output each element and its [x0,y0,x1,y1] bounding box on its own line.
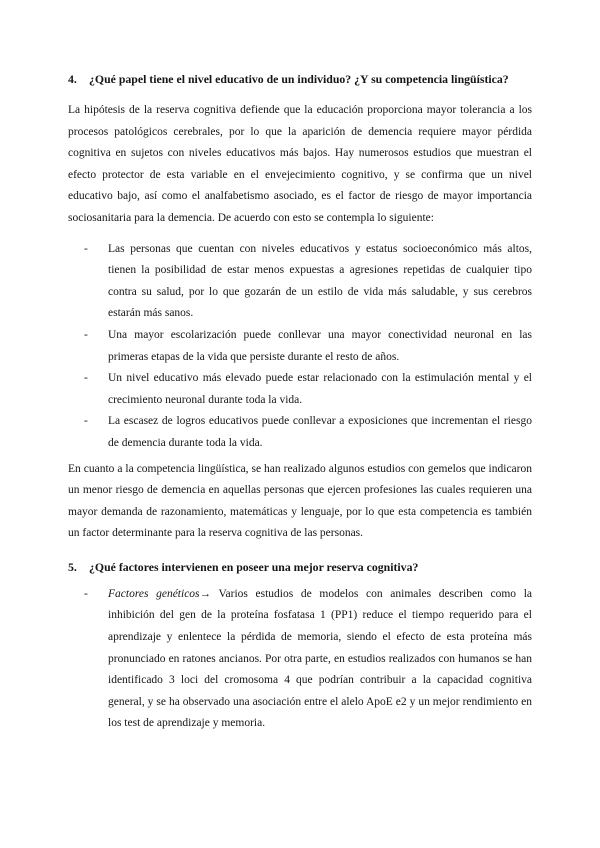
bullet-marker: - [84,415,88,428]
list-item [68,411,532,454]
section-5-number: 5. [68,559,77,574]
section-4-title: ¿Qué papel tiene el nivel educativo de un individuo? ¿Y su competencia lingüística? [89,72,509,86]
section-4-closing-paragraph: En cuanto a la competencia lingüística, se han realizado algunos estudios con gemelos que indicaron un menor riesgo de demencia en aquellas personas que ejercen profesiones las cuales requieren una mayor demanda de razonamiento, matemáticas y lenguaje, por lo que esta competencia es también un factor determinante para la reserva cognitiva de las personas. [68,462,532,540]
bullet-text: La escasez de logros educativos puede conllevar a exposiciones que incrementan el riesgo de demencia durante toda la vida. [108,415,532,449]
list-item [68,325,532,368]
bullet-text: Varios estudios de modelos con animales describen como la inhibición del gen de la proteína fosfatasa 1 (PP1) reduce el tiempo requerido para el aprendizaje y enlentece la pérdida de memoria, siendo el efecto de esta proteína más pronunciado en ratones ancianos. Por otra parte, en estudios realizados con humanos se han identificado 3 loci del cromosoma 4 que podrían contribuir a la capacidad cognitiva general, y se ha observado una asociación entre el alelo ApoE e2 y un mejor rendimiento en los test de aprendizaje y memoria. [108,587,533,730]
list-item [68,239,532,325]
section-4-bullet-list [68,239,532,455]
bullet-marker: - [84,328,88,341]
section-4-heading [68,66,532,92]
section-4-intro-paragraph: La hipótesis de la reserva cognitiva defiende que la educación proporciona mayor tolerancia a los procesos patológicos cerebrales, por lo que la aparición de demencia requiere mayor pérdida cognitiva en sujetos con niveles educativos más bajos. Hay numerosos estudios que muestran el efecto protector de esta variable en el envejecimiento cognitivo, y se confirma que un nivel educativo bajo, así como el analfabetismo asociado, es el factor de riesgo de mayor importancia sociosanitaria para la demencia. De acuerdo con esto se contempla lo siguiente: [68,104,532,224]
bullet-marker: - [84,587,88,600]
bullet-marker: - [84,372,88,385]
bullet-text: Un nivel educativo más elevado puede estar relacionado con la estimulación mental y el crecimiento neuronal durante toda la vida. [108,372,532,406]
section-5-title: ¿Qué factores intervienen en poseer una mejor reserva cognitiva? [89,559,419,574]
italic-lead: Factores genéticos [108,587,200,600]
bullet-marker: - [84,242,88,255]
list-item [68,368,532,411]
bullet-text-container [108,584,532,735]
arrow-glyph: → [199,587,212,600]
list-item-genetic-factors [68,584,532,735]
section-5-bullet-list [68,584,532,735]
bullet-text: Una mayor escolarización puede conllevar una mayor conectividad neuronal en las primeras etapas de la vida que persiste durante el resto de años. [108,328,532,363]
section-5-heading [68,554,532,580]
bullet-text: Las personas que cuentan con niveles educativos y estatus socioeconómico más altos, tienen la posibilidad de estar menos expuestas a agresiones repetidas de cualquier tipo contra su salud, por lo que gozarán de un estilo de vida más saludable, y sus cerebros estarán más sanos. [108,242,532,320]
section-4-number: 4. [68,72,77,86]
